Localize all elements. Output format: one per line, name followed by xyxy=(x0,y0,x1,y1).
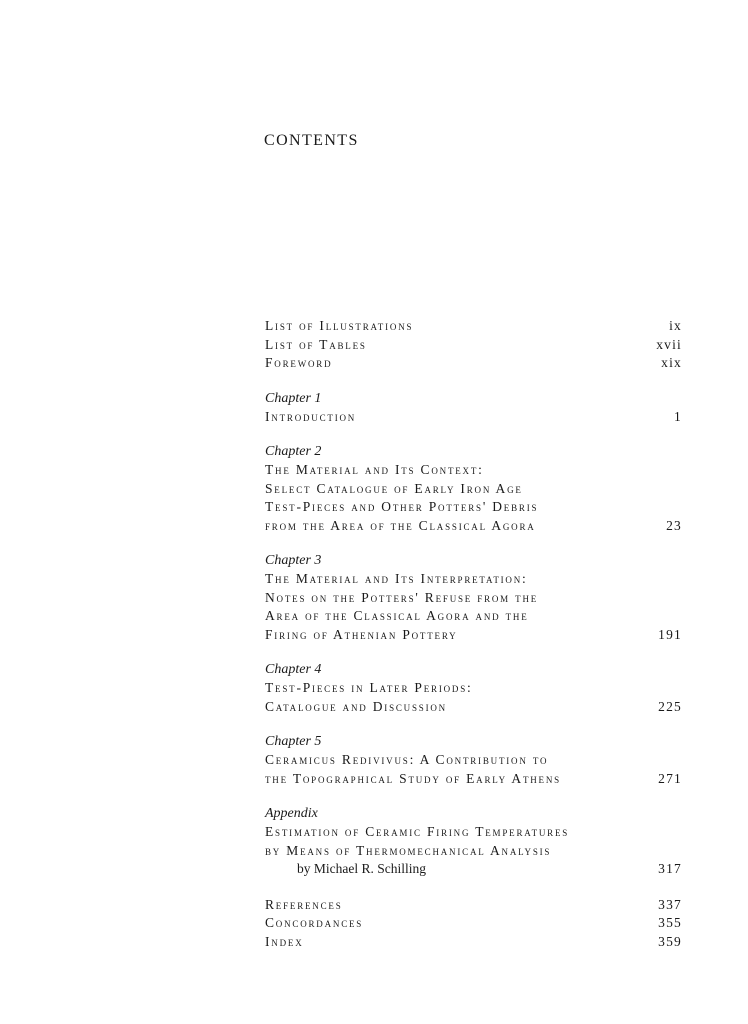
toc-entry-page: 23 xyxy=(666,517,682,533)
chapter-4-group[interactable] xyxy=(265,661,682,716)
chapter-5-group[interactable] xyxy=(265,733,682,788)
toc-entry-page: 225 xyxy=(658,698,682,714)
toc-entry-concordances[interactable] xyxy=(265,914,682,933)
chapter-title-line xyxy=(265,480,682,499)
toc-entry-page: 271 xyxy=(658,770,682,786)
toc-entry-page: 355 xyxy=(658,915,682,930)
chapter-title-text: The Material and Its Interpretation: xyxy=(265,571,528,586)
chapter-title-line xyxy=(265,408,682,427)
chapter-title-line xyxy=(265,589,682,608)
chapter-label: Chapter 2 xyxy=(265,444,322,459)
chapter-title-line xyxy=(265,770,682,789)
toc-entry-references[interactable] xyxy=(265,896,682,915)
appendix-byline-line xyxy=(265,860,682,879)
chapter-title-line xyxy=(265,698,682,717)
chapter-title-line xyxy=(265,679,682,698)
toc-entry-foreword[interactable] xyxy=(265,354,682,373)
toc-entry-title: Concordances xyxy=(265,915,364,930)
chapter-title-text: the Topographical Study of Early Athens xyxy=(265,770,561,786)
chapter-title-text: Test-Pieces in Later Periods: xyxy=(265,680,473,695)
chapter-label: Chapter 3 xyxy=(265,553,322,568)
chapter-title-text: Select Catalogue of Early Iron Age xyxy=(265,480,523,496)
chapter-title-text: Test-Pieces and Other Potters' Debris xyxy=(265,499,539,514)
chapter-title-text: Introduction xyxy=(265,408,357,424)
chapter-title-line xyxy=(265,823,682,842)
toc-entry-page: 1 xyxy=(674,408,682,424)
chapter-1-group[interactable] xyxy=(265,390,682,427)
toc-entry-page: 317 xyxy=(658,861,682,876)
chapter-title-line xyxy=(265,498,682,517)
toc-entry-title: References xyxy=(265,896,343,912)
toc-entry-list-of-tables[interactable] xyxy=(265,336,682,355)
chapter-label: Chapter 4 xyxy=(265,662,322,677)
toc-entry-index[interactable] xyxy=(265,933,682,952)
chapter-title-text: Firing of Athenian Pottery xyxy=(265,626,458,642)
chapter-title-text: The Material and Its Context: xyxy=(265,462,484,477)
page-title: CONTENTS xyxy=(264,132,359,149)
chapter-title-text: Notes on the Potters' Refuse from the xyxy=(265,589,539,605)
appendix-byline: by Michael R. Schilling xyxy=(297,861,426,876)
appendix-label: Appendix xyxy=(265,806,318,821)
chapter-title-line xyxy=(265,751,682,770)
chapter-label: Chapter 1 xyxy=(265,390,322,406)
toc-entry-title: Foreword xyxy=(265,355,333,370)
toc-entry-list-of-illustrations[interactable] xyxy=(265,317,682,336)
chapter-title-line xyxy=(265,626,682,645)
chapter-title-line xyxy=(265,570,682,589)
chapter-title-line xyxy=(265,842,682,861)
toc-entry-page: 359 xyxy=(658,933,682,949)
chapter-2-group[interactable] xyxy=(265,443,682,535)
chapter-title-line xyxy=(265,517,682,536)
chapter-title-line xyxy=(265,607,682,626)
chapter-title-text: by Means of Thermomechanical Analysis xyxy=(265,842,552,858)
toc-entry-title: Index xyxy=(265,933,304,949)
toc-entry-page: xvii xyxy=(656,336,682,352)
chapter-label: Chapter 5 xyxy=(265,734,322,749)
table-of-contents xyxy=(265,317,682,968)
toc-entry-page: 337 xyxy=(658,896,682,912)
chapter-title-text: Catalogue and Discussion xyxy=(265,698,447,714)
toc-entry-title: List of Illustrations xyxy=(265,318,414,333)
chapter-title-text: Estimation of Ceramic Firing Temperatures xyxy=(265,824,570,839)
chapter-title-text: Area of the Classical Agora and the xyxy=(265,608,529,623)
chapter-3-group[interactable] xyxy=(265,552,682,644)
toc-entry-title: List of Tables xyxy=(265,336,367,352)
front-matter-group xyxy=(265,317,682,373)
toc-entry-page: xix xyxy=(661,355,682,370)
chapter-title-text: from the Area of the Classical Agora xyxy=(265,517,536,533)
chapter-title-text: Ceramicus Redivivus: A Contribution to xyxy=(265,752,549,767)
toc-entry-page: 191 xyxy=(658,626,682,642)
back-matter-group xyxy=(265,896,682,952)
appendix-group[interactable] xyxy=(265,805,682,879)
chapter-title-line xyxy=(265,461,682,480)
toc-entry-page: ix xyxy=(669,318,682,333)
